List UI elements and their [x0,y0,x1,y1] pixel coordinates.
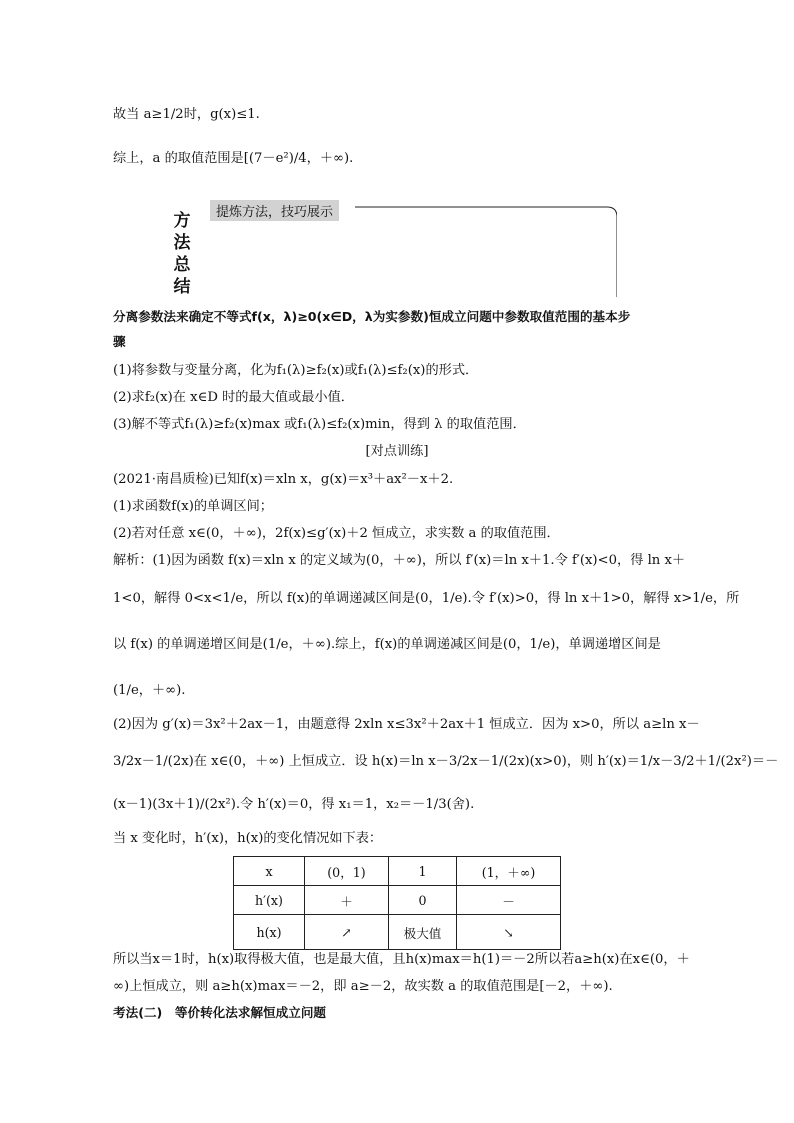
table-cell: 0 [389,886,457,915]
section-heading-method-2: 考法(二) 等价转化法求解恒成立问题 [113,1005,327,1020]
table-intro: 当 x 变化时，h′(x)，h(x)的变化情况如下表： [113,831,383,846]
conclusion-line-2: ∞)上恒成立，则 a≥h(x)max＝－2，即 a≥－2，故实数 a 的取值范围是[－2，＋∞). [113,979,613,994]
answer2-line-2: 3/2x－1/(2x)在 x∈(0，＋∞) 上恒成立．设 h(x)＝ln x－3/2x－1/(2x)(x>0)，则 h′(x)＝1/x－3/2＋1/(2x²)＝－ [113,754,779,769]
table-cell: x [234,857,305,886]
table-cell: ↘ [457,915,561,950]
table-cell: (0，1) [305,857,389,886]
answer-line-2: 1<0，解得 0<x<1/e，所以 f(x)的单调递减区间是(0，1/e).令 f′(x)>0，得 ln x＋1>0，解得 x>1/e，所 [113,591,740,606]
answer-line-1: 解析：(1)因为函数 f(x)＝xln x 的定义域为(0，＋∞)，所以 f′(x)＝ln x＋1.令 f′(x)<0，得 ln x＋ [113,553,686,568]
step-2: (2)求f₂(x)在 x∈D 时的最大值或最小值． [113,390,354,405]
paragraph-intro: 分离参数法来确定不等式f(x，λ)≥0(x∈D，λ为实参数)恒成立问题中参数取值范围的基本步 [113,309,631,324]
table-cell: 1 [389,857,457,886]
answer-line-4: (1/e，＋∞). [113,683,186,698]
answer2-line-3: (x－1)(3x＋1)/(2x²).令 h′(x)＝0，得 x₁＝1，x₂＝－1/3(舍). [113,797,475,812]
step-1: (1)将参数与变量分离，化为f₁(λ)≥f₂(x)或f₁(λ)≤f₂(x)的形式． [113,363,479,378]
line-1: 故当 a≥1/2时，g(x)≤1. [113,107,260,122]
method-summary-title: 提炼方法，技巧展示 [210,200,339,221]
table-row [234,915,561,950]
conclusion-line-1: 所以当x＝1时，h(x)取得极大值，也是最大值，且h(x)max＝h(1)＝－2所以若a≥h(x)在x∈(0，＋ [113,952,690,967]
table-cell: ↗ [305,915,389,950]
answer2-line-1: (2)因为 g′(x)＝3x²＋2ax－1，由题意得 2xln x≤3x²＋2ax＋1 恒成立．因为 x>0，所以 a≥ln x－ [113,717,700,732]
table-cell: 极大值 [389,915,457,950]
question-1: (1)求函数f(x)的单调区间； [113,499,273,514]
paragraph-intro-cont: 骤 [113,334,126,349]
table-cell: h(x) [234,915,305,950]
table-cell: (1，＋∞) [457,857,561,886]
table-header-row [234,857,561,886]
line-2: 综上，a 的取值范围是[(7－e²)/4，＋∞). [113,151,354,166]
table-row [234,886,561,915]
variation-table [233,856,561,950]
question-stem: (2021·南昌质检)已知f(x)＝xln x，g(x)＝x³＋ax²－x＋2. [113,472,454,487]
training-heading: [对点训练] [365,444,429,459]
question-2: (2)若对任意 x∈(0，＋∞)，2f(x)≤g′(x)＋2 恒成立，求实数 a 的取值范围． [113,526,560,541]
method-summary-vertical-label: 方法总结 [173,211,191,297]
step-3: (3)解不等式f₁(λ)≥f₂(x)max 或f₁(λ)≤f₂(x)min，得到 λ 的取值范围． [113,417,526,432]
table-cell: h′(x) [234,886,305,915]
table-cell: － [457,886,561,915]
answer-line-3: 以 f(x) 的单调递增区间是(1/e，＋∞).综上，f(x)的单调递减区间是(0，1/e)，单调递增区间是 [113,637,661,652]
table-cell: ＋ [305,886,389,915]
